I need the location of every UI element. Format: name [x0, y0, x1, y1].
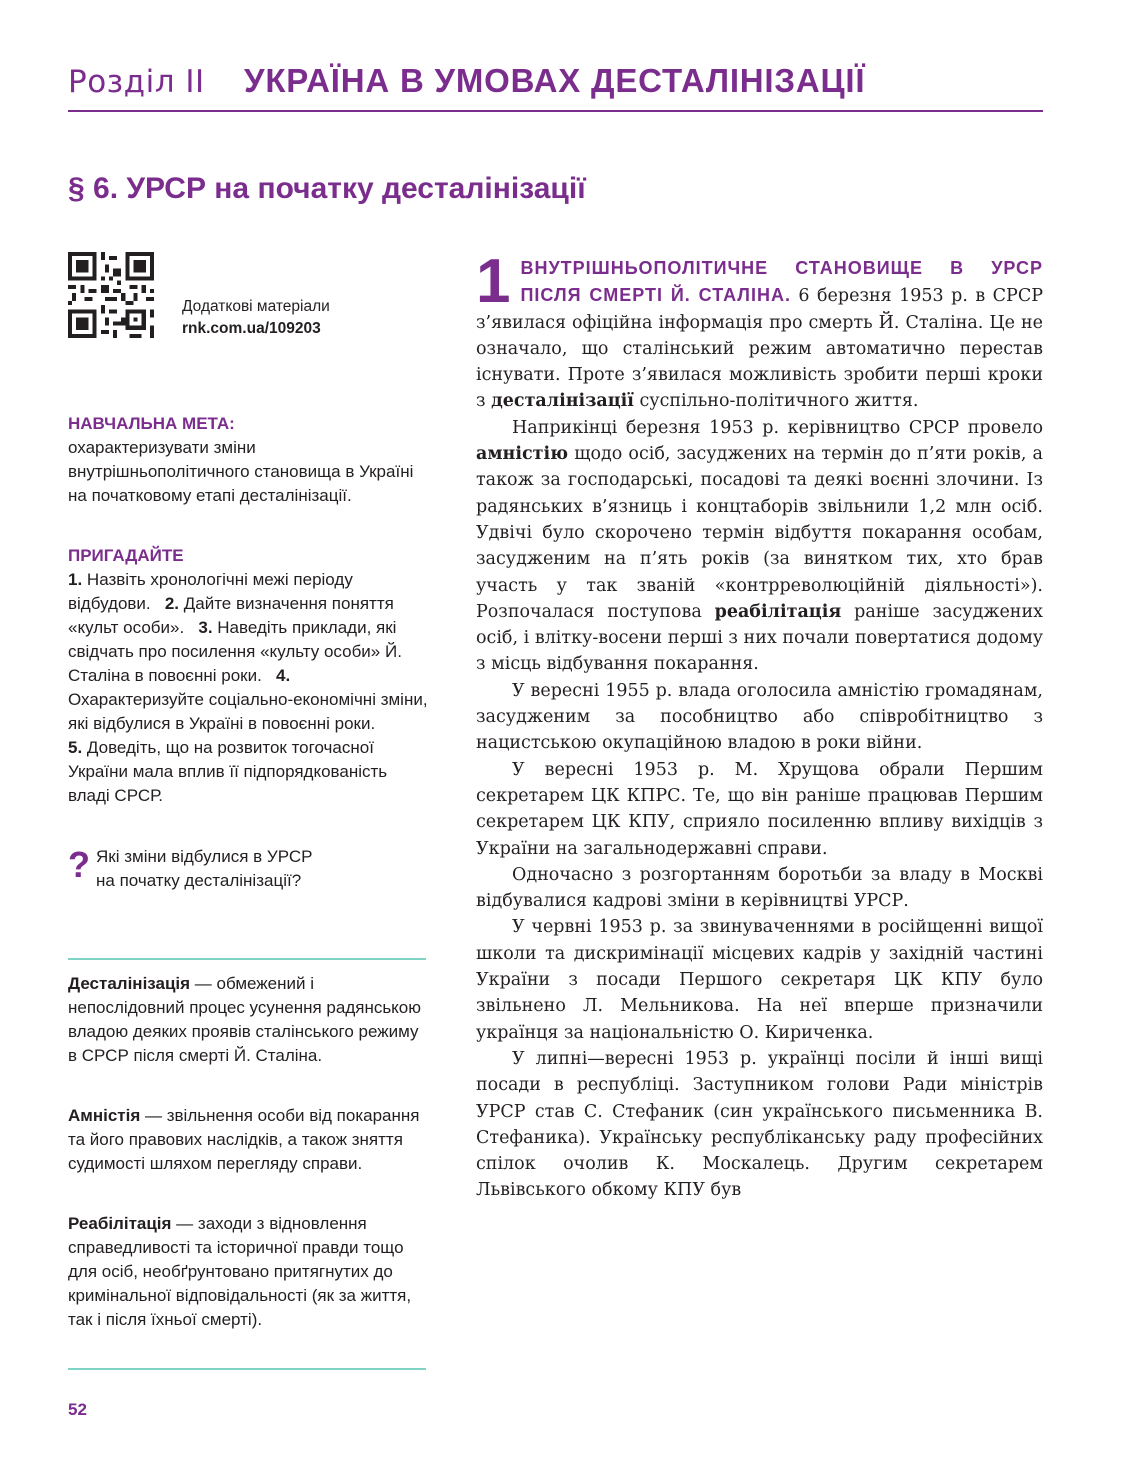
glossary-item — [68, 972, 426, 1068]
recall-item-number: 5. — [68, 738, 83, 757]
chapter-header — [68, 60, 1043, 112]
key-term: десталінізації — [491, 391, 634, 412]
recall-item-text: Охарактеризуйте соціально-економічні зміни, які відбулися в Україні в повоєнні роки. — [68, 690, 428, 733]
main-paragraph: У вересні 1955 р. влада оголосила амністію громадянам, засудженим за пособництво або співробітництво з нацистською окупаційною владою в роки війни. — [476, 680, 1043, 754]
glossary-item — [68, 1104, 426, 1176]
recall-heading: ПРИГАДАЙТЕ — [68, 546, 184, 565]
recall-block — [68, 544, 428, 808]
text-run: Наприкінці березня 1953 р. керівництво СРСР провело — [512, 417, 1043, 438]
recall-list — [68, 568, 428, 808]
text-run: щодо осіб, засуджених на термін до п’яти років, а також за господарські, посадові та деякі воєнні злочини. Із радянських в’язниць і концтаборів звільнили 1,2 млн осіб. Удвічі було скорочено термін відбуття покарання особам, засудженим на п’ять років (за винятком тих, хто брав участь у так званій «контрреволюційній діяльності»). Розпочалася поступова — [476, 444, 1043, 622]
glossary-item — [68, 1212, 426, 1332]
text-run: раніше засуджених осіб, і влітку-восени перші з них почали повертатися додому з місць відбування покарання. — [476, 601, 1044, 675]
glossary-term: Реабілітація — [68, 1214, 172, 1233]
learning-goal-text: охарактеризувати зміни внутрішньополітичного становища в Україні на початковому етапі десталінізації. — [68, 438, 414, 505]
main-paragraph: У вересні 1953 р. М. Хрущова обрали Першим секретарем ЦК КПРС. Те, що він раніше працював Першим секретарем ЦК КПУ, сприяло посиленню впливу вихідців з України на загальнодержавні справи. — [476, 759, 1043, 859]
main-paragraph: У липні—вересні 1953 р. українці посіли й інші вищі посади в республіці. Заступником голови Ради міністрів УРСР став С. Стефаник (син українського письменника В. Стефаника). Українську республіканську раду професійних спілок очолив К. Москалець. Другим секретарем Львівського обкому КПУ був — [476, 1048, 1043, 1201]
recall-item-text: Дайте визначення поняття «культ особи». — [68, 594, 394, 637]
qr-caption-text: Додаткові матеріали — [182, 298, 330, 315]
glossary-definition: — заходи з відновлення справедливості та історичної правди тощо для осіб, необґрунтовано притягнутих до кримінальної відповідальності (як за життя, так і після їхньої смерті). — [68, 1214, 412, 1329]
glossary-box — [68, 958, 426, 1370]
key-question-line: Які зміни відбулися в УРСР — [96, 847, 313, 866]
subsection-heading: ВНУТРІШНЬОПОЛІТИЧНЕ СТАНОВИЩЕ В УРСР ПІСЛЯ СМЕРТІ Й. СТАЛІНА. — [520, 258, 1043, 306]
glossary-term: Амністія — [68, 1106, 141, 1125]
key-question-text — [96, 845, 312, 893]
page-number: 52 — [68, 1400, 87, 1419]
recall-item-text: Назвіть хронологічні межі періоду відбудови. — [68, 570, 353, 613]
glossary-term: Десталінізація — [68, 974, 191, 993]
recall-item-number: 3. — [198, 618, 213, 637]
main-paragraph: У червні 1953 р. за звинуваченнями в російщенні вищої школи та дискримінації місцевих кадрів у західній частині України з посади Першого секретаря ЦК КПУ було звільнено Л. Мельникова. На неї вперше призначили українця за національністю О. Кириченка. — [476, 917, 1043, 1043]
key-term: реабілітація — [714, 601, 842, 622]
qr-url-link[interactable]: rnk.com.ua/109203 — [182, 320, 321, 337]
learning-goal — [68, 412, 428, 508]
key-question — [68, 845, 428, 905]
paragraph-title: § 6. УРСР на початку десталінізації — [68, 172, 586, 205]
main-text — [476, 247, 1044, 1204]
text-run: суспільно-політичного життя. — [633, 391, 919, 412]
recall-item-text: Наведіть приклади, які свідчать про посилення «культу особи» Й. Сталіна в повоєнні роки. — [68, 618, 402, 685]
main-paragraph: Одночасно з розгортанням боротьби за владу в Москві відбувалися кадрові зміни в керівництві УРСР. — [476, 864, 1043, 912]
key-question-line: на початку десталінізації? — [96, 871, 302, 890]
key-term: амністію — [476, 444, 569, 465]
recall-item-number: 2. — [164, 594, 180, 613]
learning-goal-heading: НАВЧАЛЬНА МЕТА: — [68, 414, 235, 433]
qr-code[interactable] — [68, 252, 154, 338]
recall-item-text: Доведіть, що на розвиток тогочасної України мала вплив її підпорядкованість владі СРСР. — [68, 738, 388, 805]
glossary-definition: — звільнення особи від покарання та його правових наслідків, а також зняття судимості шляхом перегляду справи. — [68, 1106, 420, 1173]
main-paragraph — [476, 247, 1043, 415]
question-mark-icon: ? — [68, 844, 90, 885]
section-number-dropcap: 1 — [476, 247, 511, 316]
qr-caption — [182, 296, 330, 340]
recall-item-number: 4. — [276, 666, 291, 685]
text-run: 6 березня 1953 р. в СРСР з’явилася офіційна інформація про смерть Й. Сталіна. Це не означало, що сталінський режим автоматично перестав існувати. Проте з’явилася можливість зробити перші кроки з — [476, 286, 1043, 412]
section-title: УКРАЇНА В УМОВАХ ДЕСТАЛІНІЗАЦІЇ — [244, 62, 866, 99]
section-label: Розділ II — [68, 64, 205, 100]
glossary-definition: — обмежений і непослідовний процес усунення радянською владою деяких проявів сталінського режиму в СРСР після смерті Й. Сталіна. — [68, 974, 422, 1065]
recall-item-number: 1. — [68, 570, 83, 589]
main-paragraph — [476, 415, 1043, 678]
